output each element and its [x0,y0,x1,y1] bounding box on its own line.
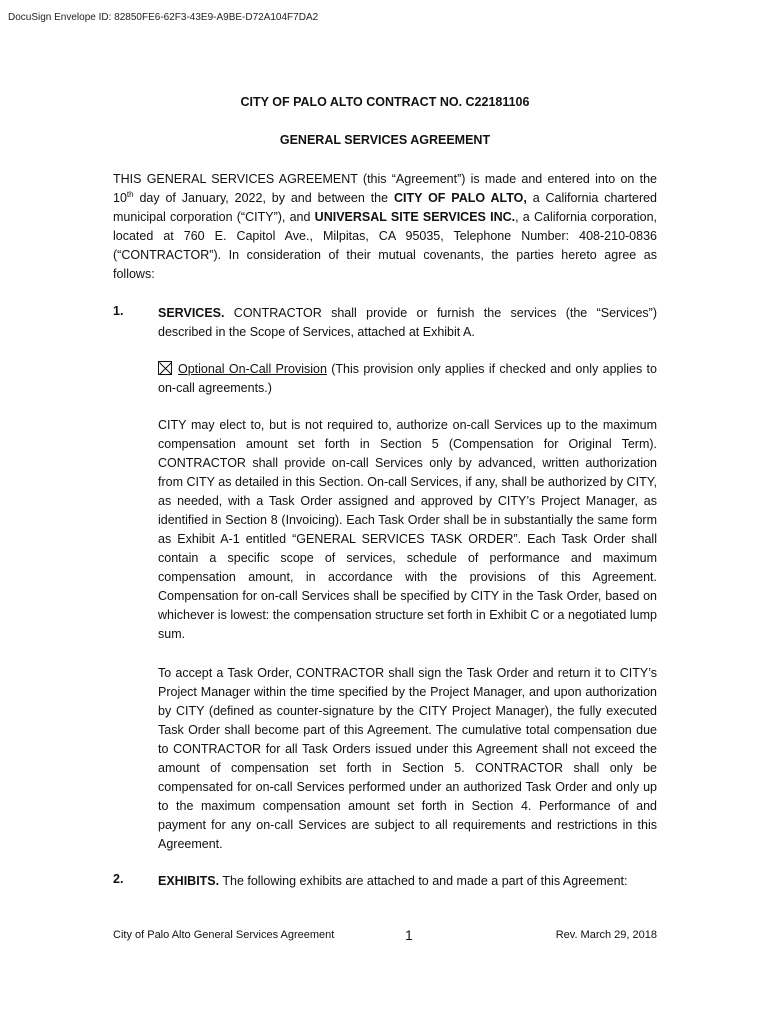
section-1-services [158,304,657,342]
section-1-text: CONTRACTOR shall provide or furnish the services (the “Services”) described in the Scope of Services, attached at Exhibit A. [158,306,657,339]
section-2-text: The following exhibits are attached to and made a part of this Agreement: [219,874,628,888]
oncall-authorization-paragraph: CITY may elect to, but is not required to, authorize on-call Services up to the maximum compensation amount set forth in Section 5 (Compensation for Original Term). CONTRACTOR shall provide on-call Services only by advanced, written authorization from CITY as detailed in this Section. On-call Services, if any, shall be authorized by CITY, as needed, with a Task Order assigned and approved by CITY’s Project Manager, as identified in Section 8 (Invoicing). Each Task Order shall be in substantially the same form as Exhibit A-1 entitled “GENERAL SERVICES TASK ORDER”. Each Task Order shall contain a specific scope of services, schedule of performance and maximum compensation amount, in accordance with the provisions of this Agreement. Compensation for on-call Services shall be specified by CITY in the Task Order, based on whichever is lowest: the compensation structure set forth in Exhibit C or a negotiated lump sum. [158,418,657,641]
intro-text-2: day of January, 2022, by and between the [133,191,394,205]
section-2-heading: EXHIBITS. [158,874,220,888]
section-2-exhibits [158,872,657,891]
intro-paragraph [113,170,657,284]
intro-text-1: THIS GENERAL SERVICES AGREEMENT (this “Agreement”) is made and entered into on the 10 [113,172,657,205]
section-2-number: 2. [113,872,124,886]
oncall-checkbox[interactable] [158,361,172,375]
oncall-label: Optional On-Call Provision [178,362,327,376]
intro-text-3: a California chartered municipal corporation (“CITY”), and [113,191,658,224]
contractor-name: UNIVERSAL SITE SERVICES INC. [314,210,516,224]
oncall-provision [158,360,657,398]
section-1-number: 1. [113,304,124,318]
intro-date-suffix: th [126,189,134,199]
section-1-heading: SERVICES. [158,306,225,320]
contract-title: CITY OF PALO ALTO CONTRACT NO. C22181106 [240,95,530,109]
task-order-acceptance-paragraph: To accept a Task Order, CONTRACTOR shall sign the Task Order and return it to CITY’s Project Manager within the time specified by the Project Manager, and upon authorization by CITY (defined as counter-signature by the CITY Project Manager), the fully executed Task Order shall become part of this Agreement. The cumulative total compensation due to CONTRACTOR for all Task Orders issued under this Agreement shall not exceed the amount of compensation set forth in Section 5. CONTRACTOR shall only be compensated for on-call Services performed under an authorized Task Order and only up to the maximum compensation amount set forth in Section 4. Performance of and payment for any on-call Services are subject to all requirements and restrictions in this Agreement. [158,666,657,851]
footer-revision-date: Rev. March 29, 2018 [555,929,657,941]
footer-document-name: City of Palo Alto General Services Agreement [113,929,335,941]
intro-text-4: , a California corporation, located at 760 E. Capitol Ave., Milpitas, CA 95035, Telephone Number: 408-210-0836 (“CONTRACTOR”). In consideration of their mutual covenants, the parties hereto agree as follows: [113,210,657,281]
agreement-subtitle: GENERAL SERVICES AGREEMENT [279,133,491,147]
footer-page-number: 1 [405,927,413,943]
docusign-envelope-id: DocuSign Envelope ID: 82850FE6-62F3-43E9-A9BE-D72A104F7DA2 [8,12,319,23]
oncall-text: (This provision only applies if checked and only applies to on-call agreements.) [158,362,657,395]
city-name: CITY OF PALO ALTO, [393,191,527,205]
